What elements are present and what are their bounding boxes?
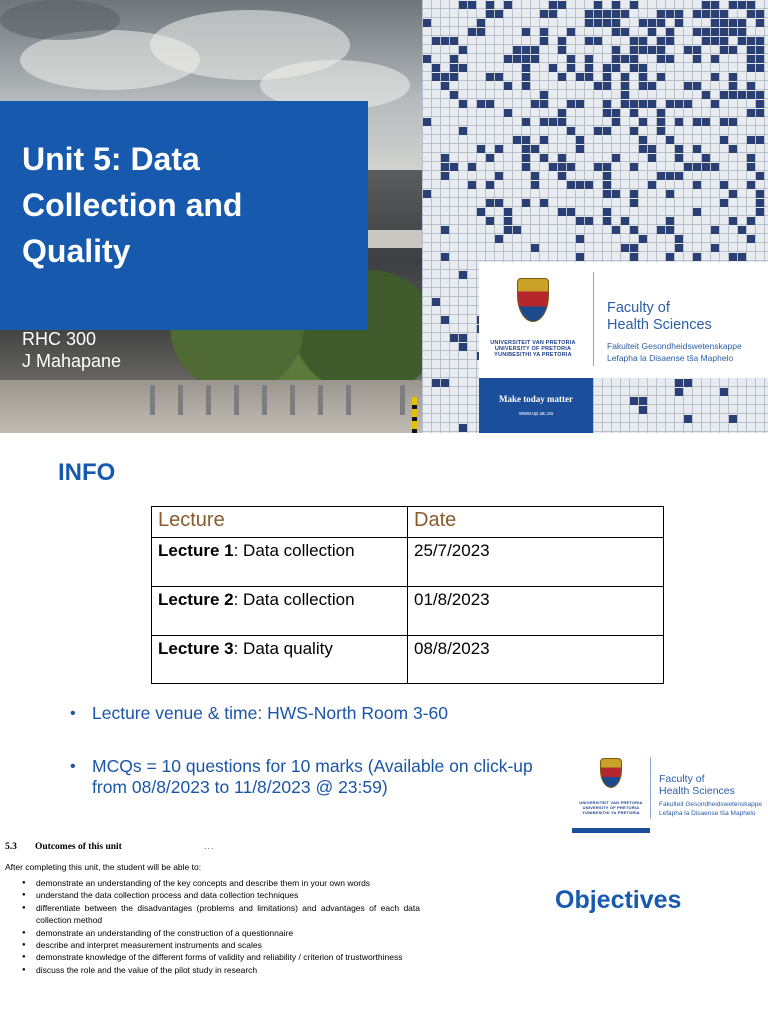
info-bullets xyxy=(70,703,550,798)
info-heading: INFO xyxy=(58,459,116,486)
university-url: www.up.ac.za xyxy=(519,411,553,417)
list-item: ● discuss the role and the value of the pilot study in research xyxy=(22,964,420,976)
faculty-line2: Health Sciences xyxy=(659,785,735,797)
university-name: UNIVERSITEIT VAN PRETORIA UNIVERSITY OF PRETORIA YUNIBESITHI YA PRETORIA xyxy=(579,800,643,815)
lecture-cell: Lecture 2: Data collection xyxy=(152,587,408,636)
list-item: ● demonstrate knowledge of the different forms of validity and reliability / criterion of trustworthiness xyxy=(22,951,420,963)
table-header-row xyxy=(152,507,664,538)
road-photo xyxy=(0,380,480,433)
faculty-line1: Faculty of xyxy=(659,773,705,785)
slide-title: Unit 5: Data Collection and Quality xyxy=(22,141,243,269)
tagline: Make today matter xyxy=(499,394,573,404)
info-slide xyxy=(0,433,768,833)
faculty-afrikaans: Fakulteit Gesondheidswetenskappe xyxy=(607,341,742,351)
outcomes-list xyxy=(22,877,420,976)
tagline-panel xyxy=(479,378,593,433)
list-item: ● differentiate between the disadvantages (problems and limitations) and advantages of each data collection method xyxy=(22,902,420,927)
faculty-sepedi: Lefapha la Disaense tša Maphelo xyxy=(607,353,734,363)
faculty-afrikaans: Fakulteit Gesondheidswetenskappe xyxy=(659,801,762,808)
faculty-logo xyxy=(479,262,768,378)
objectives-heading: Objectives xyxy=(555,886,682,914)
table-row xyxy=(152,538,664,587)
list-item: ● demonstrate an understanding of the key concepts and describe them in your own words xyxy=(22,877,420,889)
lecture-cell: Lecture 3: Data quality xyxy=(152,636,408,684)
list-item: ● understand the data collection process and data collection techniques xyxy=(22,889,420,901)
faculty-logo-small xyxy=(578,755,768,825)
date-cell: 01/8/2023 xyxy=(408,587,664,636)
section-number: 5.3 xyxy=(5,842,17,852)
outcomes-intro: After completing this unit, the student will be able to: xyxy=(5,862,202,872)
outcomes-slide xyxy=(0,833,768,1024)
faculty-line1: Faculty of xyxy=(607,300,670,316)
section-title xyxy=(5,842,122,852)
date-cell: 08/8/2023 xyxy=(408,636,664,684)
list-item: ● demonstrate an understanding of the construction of a questionnaire xyxy=(22,927,420,939)
faculty-sepedi: Lefapha la Disaense tša Maphelo xyxy=(659,809,756,817)
section-title-text: Outcomes of this unit xyxy=(35,842,122,852)
university-name: UNIVERSITEIT VAN PRETORIA UNIVERSITY OF PRETORIA YUNIBESITHI YA PRETORIA xyxy=(490,340,576,358)
table-row xyxy=(152,587,664,636)
faculty-line2: Health Sciences xyxy=(607,317,712,333)
lecturer-name: J Mahapane xyxy=(22,351,122,371)
course-code: RHC 300 xyxy=(22,329,97,349)
title-slide xyxy=(0,0,768,433)
lecture-cell: Lecture 1: Data collection xyxy=(152,538,408,587)
crest-icon xyxy=(600,758,622,788)
header-lecture: Lecture xyxy=(152,507,408,538)
date-cell: 25/7/2023 xyxy=(408,538,664,587)
list-item: • MCQs = 10 questions for 10 marks (Available on click-up from 08/8/2023 to 11/8/2023 @ 23:59) xyxy=(70,756,550,798)
crest-icon xyxy=(517,278,549,322)
table-row xyxy=(152,636,664,684)
lecture-table xyxy=(151,506,664,684)
header-date: Date xyxy=(408,507,664,538)
slide-subtitle xyxy=(22,328,121,372)
list-item: ● describe and interpret measurement instruments and scales xyxy=(22,939,420,951)
list-item: • Lecture venue & time: HWS-North Room 3-60 xyxy=(70,703,550,724)
more-dots-icon: ... xyxy=(204,841,215,851)
